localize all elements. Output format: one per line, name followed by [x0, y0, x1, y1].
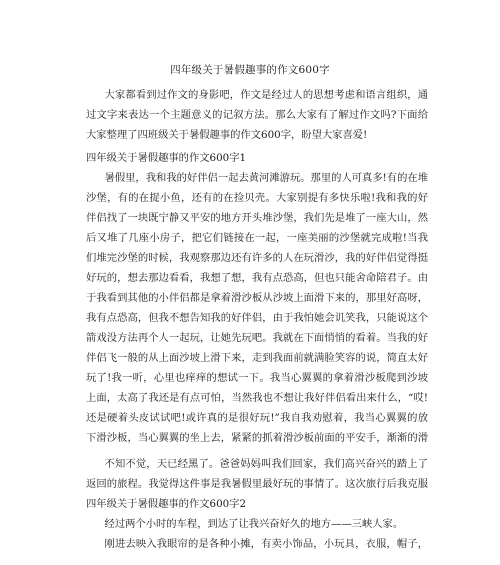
essay2-heading: 四年级关于暑假趣事的作文600字2	[86, 498, 247, 510]
essay2-paragraph-1: 经过两个小时的车程，到达了让我兴奋好久的地方——三峡人家。	[104, 518, 404, 530]
essay1-heading: 四年级关于暑假趣事的作文600字1	[86, 152, 247, 164]
essay2-paragraph-2: 刚进去映入我眼帘的是各种小摊，有卖小饰品，小玩具，衣服，帽子，	[104, 538, 428, 550]
closing-paragraph: 不知不觉，天已经黑了。爸爸妈妈叫我们回家，我们高兴奋兴的踏上了返回的旅程。我觉得这件事是我暑假里最好玩的事情了。这次旅行后我克服	[86, 458, 428, 490]
document-title: 四年级关于暑假趣事的作文600字	[170, 64, 330, 76]
intro-paragraph: 大家都看到过作文的身影吧，作文是经过人的思想考虑和语言组织，通过文字来表达一个主题意义的记叙方法。那么大家有了解过作文吗?下面给大家整理了四班级关于暑假趣事的作文600字，盼望大家喜爱!	[86, 89, 428, 141]
essay1-body: 暑假里，我和我的好伴侣一起去黄河滩游玩。那里的人可真多!有的在堆沙堡，有的在捉小鱼，还有的在捡贝壳。大家别提有多快乐啦!我和我的好伴侣找了一块既宁静又平安的地方开头堆沙堡，我们先是堆了一座大山，然后又堆了几座小房子，把它们链接在一起，一座美丽的沙堡就完成啦!当我们堆完沙堡的时候，我观察那边还有许多的人在玩滑沙，我的好伴侣觉得挺好玩的，想去那边看看，我想了想，我有点恐高，但也只能舍命陪君子。由于我看到其他的小伴侣都是拿着滑沙板从沙坡上面滑下来的，那里好高呀，我有点恐高，但我不想告知我的好伴侣，由于我怕她会讥笑我，只能说这个箭戏没方法再个人一起玩，让她先玩吧。我就在下面悄悄的看着。当我的好伴侣飞一般的从上面沙坡上滑下来，走到我面前就满脸笑容的说，简直太好玩了!我一听，心里也痒痒的想试一下。我当心翼翼的拿着滑沙板爬到沙坡上面，太高了我还是有点可怕，当然我也不想让我好伴侣看出来什么，“哎!还是硬着头皮试试吧!或许真的是很好玩!”我自我劝慰着，我当心翼翼的放下滑沙板，当心翼翼的坐上去，紧紧的抓着滑沙板前面的平安手，渐渐的滑	[86, 172, 428, 444]
